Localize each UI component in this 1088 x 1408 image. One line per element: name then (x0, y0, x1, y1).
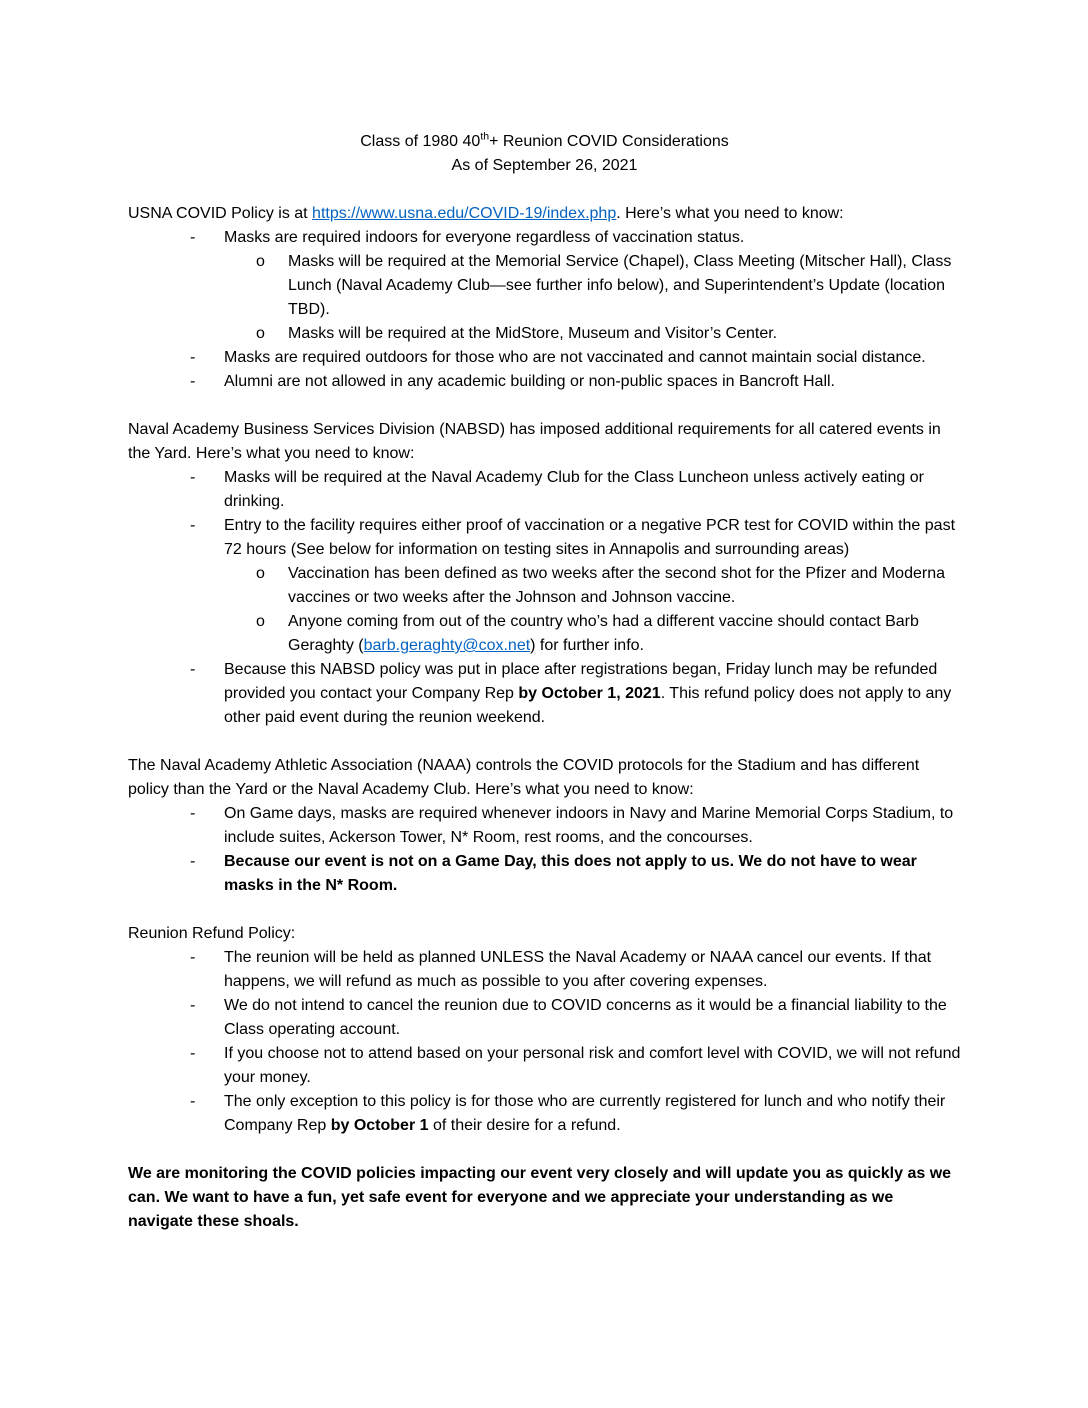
dash-bullet-marker: - (190, 997, 196, 1014)
list-item-text: Masks will be required at the MidStore, Museum and Visitor’s Center. (288, 325, 778, 342)
list-item (128, 610, 961, 658)
document-title-line-2: As of September 26, 2021 (451, 157, 638, 174)
document-content (128, 130, 961, 1234)
list-item (128, 322, 961, 346)
list-item-text-after-link: ) for further info. (530, 637, 644, 654)
list-item (128, 346, 961, 370)
list-item-text: Masks will be required at the Naval Academy Club for the Class Luncheon unless actively eating or drinking. (224, 469, 924, 510)
usna-intro-text: USNA COVID Policy is at (128, 205, 313, 222)
list-item (128, 226, 961, 250)
circle-bullet-marker: o (256, 253, 265, 270)
dash-bullet-marker: - (190, 469, 196, 486)
refund-deadline-bold-text: by October 1 (330, 1117, 429, 1134)
dash-bullet-marker: - (190, 949, 196, 966)
list-item (128, 994, 961, 1042)
list-item-text: Masks are required indoors for everyone regardless of vaccination status. (224, 229, 745, 246)
title-superscript: th (480, 130, 490, 143)
dash-bullet-marker: - (190, 805, 196, 822)
list-item (128, 658, 961, 730)
list-item-text: Vaccination has been defined as two weeks after the second shot for the Pfizer and Moderna vaccines or two weeks after the Johnson and Johnson vaccine. (288, 565, 945, 606)
list-item-text-after-bold: . This refund policy does not apply to any other paid event during the reunion weekend. (224, 685, 952, 726)
dash-bullet-marker: - (190, 229, 196, 246)
blank-line (128, 178, 961, 202)
barb-geraghty-email-link[interactable]: barb.geraghty@cox.net (363, 637, 531, 654)
dash-bullet-marker: - (190, 373, 196, 390)
list-item-text: Because this NABSD policy was put in place after registrations began, Friday lunch may be refunded provided you contact your Company Rep (224, 661, 938, 702)
document-title-line-1 (128, 130, 961, 154)
no-masks-game-day-bold-text: Because our event is not on a Game Day, this does not apply to us. We do not have to wear masks in the N* Room. (224, 853, 917, 894)
circle-bullet-marker: o (256, 565, 265, 582)
title-text-after-superscript: + Reunion COVID Considerations (489, 133, 729, 150)
dash-bullet-marker: - (190, 349, 196, 366)
closing-paragraph: We are monitoring the COVID policies impacting our event very closely and will update you as quickly as we can. We want to have a fun, yet safe event for everyone and we appreciate your understanding as we navigate these shoals. (128, 1165, 952, 1230)
usna-policy-intro (128, 202, 961, 226)
list-item-text: Alumni are not allowed in any academic building or non-public spaces in Bancroft Hall. (224, 373, 835, 390)
list-item (128, 514, 961, 562)
list-item-text: If you choose not to attend based on your personal risk and comfort level with COVID, we will not refund your money. (224, 1045, 961, 1086)
list-item (128, 250, 961, 322)
circle-bullet-marker: o (256, 613, 265, 630)
dash-bullet-marker: - (190, 1093, 196, 1110)
list-item-text: Masks will be required at the Memorial Service (Chapel), Class Meeting (Mitscher Hall), Class Lunch (Naval Academy Club—see further info below), and Superintendent’s Update (location TBD). (288, 253, 952, 318)
dash-bullet-marker: - (190, 853, 196, 870)
list-item-text: Masks are required outdoors for those who are not vaccinated and cannot maintain social distance. (224, 349, 926, 366)
list-item-text: On Game days, masks are required whenever indoors in Navy and Marine Memorial Corps Stadium, to include suites, Ackerson Tower, N* Room, rest rooms, and the concourses. (224, 805, 954, 846)
list-item (128, 850, 961, 898)
list-item (128, 562, 961, 610)
refund-deadline-bold-text: by October 1, 2021 (518, 685, 661, 702)
circle-bullet-marker: o (256, 325, 265, 342)
list-item (128, 802, 961, 850)
list-item-text: We do not intend to cancel the reunion due to COVID concerns as it would be a financial liability to the Class operating account. (224, 997, 947, 1038)
usna-intro-text-after-link: . Here’s what you need to know: (616, 205, 844, 222)
list-item (128, 370, 961, 394)
list-item (128, 1090, 961, 1138)
list-item (128, 466, 961, 514)
blank-line (128, 1138, 961, 1162)
list-item-text-after-bold: of their desire for a refund. (428, 1117, 621, 1134)
dash-bullet-marker: - (190, 1045, 196, 1062)
blank-line (128, 394, 961, 418)
title-text-before-superscript: Class of 1980 40 (360, 133, 481, 150)
naaa-intro: The Naval Academy Athletic Association (NAAA) controls the COVID protocols for the Stadium and has different policy than the Yard or the Naval Academy Club. Here’s what you need to know: (128, 757, 920, 798)
list-item-text: Entry to the facility requires either proof of vaccination or a negative PCR test for COVID within the past 72 hours (See below for information on testing sites in Annapolis and surrounding areas) (224, 517, 956, 558)
usna-covid-policy-link[interactable]: https://www.usna.edu/COVID-19/index.php (312, 205, 617, 222)
list-item (128, 946, 961, 994)
blank-line (128, 898, 961, 922)
blank-line (128, 730, 961, 754)
list-item (128, 1042, 961, 1090)
list-item-text: The reunion will be held as planned UNLESS the Naval Academy or NAAA cancel our events. If that happens, we will refund as much as possible to you after covering expenses. (224, 949, 932, 990)
refund-policy-heading: Reunion Refund Policy: (128, 925, 296, 942)
list-item-text: Anyone coming from out of the country who’s had a different vaccine should contact Barb Geraghty ( (288, 613, 919, 654)
nabsd-intro: Naval Academy Business Services Division (NABSD) has imposed additional requirements for all catered events in the Yard. Here’s what you need to know: (128, 421, 941, 462)
dash-bullet-marker: - (190, 661, 196, 678)
list-item-text: The only exception to this policy is for those who are currently registered for lunch and who notify their Company Rep (224, 1093, 946, 1134)
dash-bullet-marker: - (190, 517, 196, 534)
